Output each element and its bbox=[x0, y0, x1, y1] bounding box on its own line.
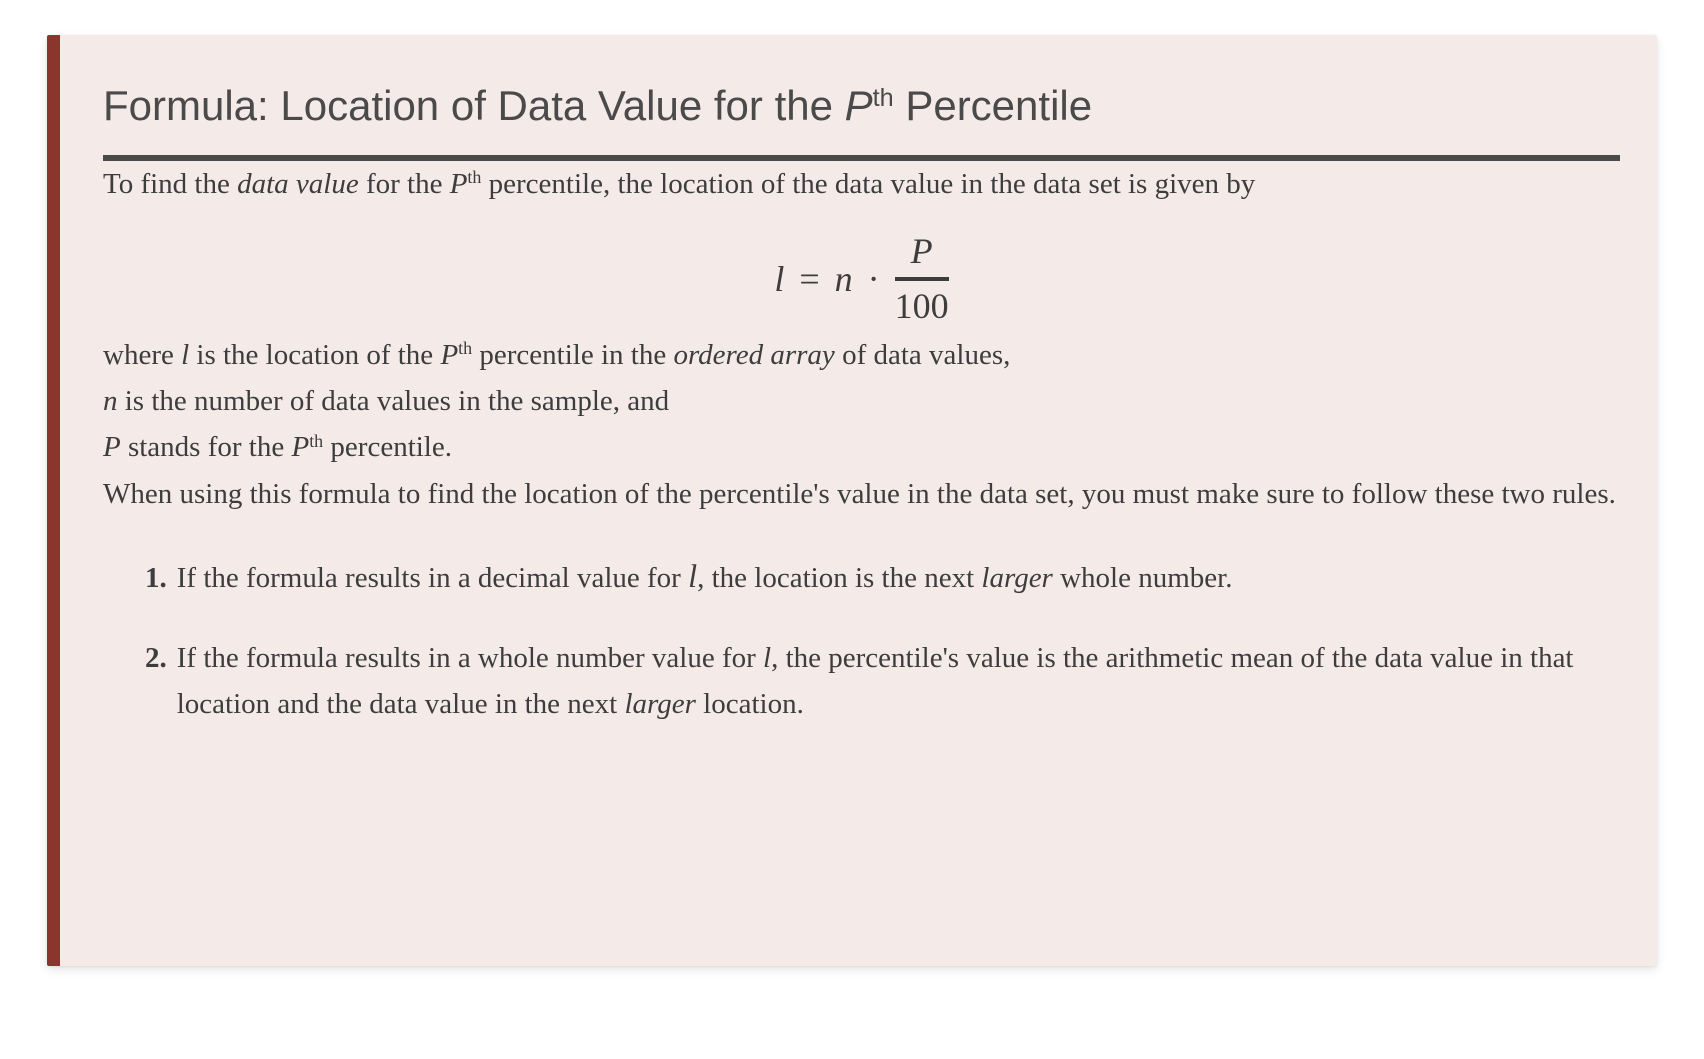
title-text-suffix: Percentile bbox=[893, 82, 1093, 129]
rule-2-number: 2. bbox=[145, 641, 167, 674]
where-l-paragraph bbox=[103, 332, 1620, 378]
where-variable-p: P bbox=[440, 338, 459, 371]
title-variable-p: P bbox=[844, 82, 873, 129]
where-variable-l: l bbox=[181, 338, 190, 371]
rule-1-number: 1. bbox=[145, 562, 167, 595]
formula-equals-sign: = bbox=[799, 259, 820, 300]
formula-variable-l: l bbox=[774, 259, 785, 300]
page-title bbox=[103, 80, 1620, 133]
intro-text: percentile, the location of the data value in the data set is given by bbox=[481, 167, 1256, 200]
p-superscript-th: th bbox=[309, 430, 324, 451]
rule-list-item-2 bbox=[103, 635, 1620, 728]
rule-1-segment: whole number. bbox=[1052, 562, 1233, 595]
rules-intro-paragraph: When using this formula to find the location of the percentile's value in the data set, you must make sure to follow these two rules. bbox=[103, 477, 1616, 510]
intro-superscript-th: th bbox=[467, 166, 482, 187]
where-text: is the location of the bbox=[189, 338, 441, 371]
rule-1-text bbox=[177, 555, 1233, 601]
p-variable: P bbox=[103, 431, 121, 464]
rule-2-segment: , the percentile's value is the arithmetic mean of the data value in that location and the data value in the next bbox=[176, 641, 1574, 721]
title-text: Formula: Location of Data Value for the bbox=[103, 82, 845, 129]
where-text: percentile in the bbox=[472, 338, 674, 371]
where-text: of data values, bbox=[834, 338, 1011, 371]
rule-1-segment: If the formula results in a decimal value for bbox=[176, 562, 689, 595]
intro-variable-p: P bbox=[449, 167, 468, 200]
rule-1-segment: , the location is the next bbox=[697, 562, 982, 595]
n-definition-paragraph bbox=[103, 378, 1620, 424]
intro-emphasis-data-value: data value bbox=[237, 167, 359, 200]
where-emphasis-ordered-array: ordered array bbox=[673, 338, 835, 371]
title-superscript-th: th bbox=[872, 84, 894, 113]
rule-list-item-1 bbox=[103, 555, 1620, 601]
where-superscript-th: th bbox=[458, 337, 473, 358]
formula-multiplication-dot: · bbox=[867, 259, 880, 300]
rule-1-emphasis-larger: larger bbox=[981, 562, 1053, 595]
rule-2-text bbox=[177, 635, 1620, 728]
n-text: is the number of data values in the sample, and bbox=[117, 385, 670, 418]
n-variable: n bbox=[103, 385, 118, 418]
p-definition-paragraph bbox=[103, 424, 1620, 470]
intro-text: for the bbox=[358, 167, 450, 200]
intro-paragraph bbox=[103, 161, 1620, 207]
rule-1-variable-l: l bbox=[688, 559, 698, 596]
formula-fraction bbox=[895, 231, 949, 328]
rule-2-emphasis-larger: larger bbox=[624, 688, 696, 721]
p-text: stands for the bbox=[120, 431, 292, 464]
rule-2-segment: If the formula results in a whole number value for bbox=[176, 641, 764, 674]
rule-2-segment: location. bbox=[695, 688, 804, 721]
formula-fraction-denominator: 100 bbox=[894, 286, 949, 327]
where-text: where bbox=[103, 338, 182, 371]
formula-fraction-numerator: P bbox=[895, 231, 949, 281]
percentile-location-formula bbox=[103, 231, 1620, 328]
p-variable-second: P bbox=[291, 431, 310, 464]
formula-definition-box bbox=[47, 35, 1657, 966]
p-text-suffix: percentile. bbox=[323, 431, 452, 464]
intro-text: To find the bbox=[103, 167, 238, 200]
rule-2-variable-l: l bbox=[763, 641, 772, 674]
formula-variable-n: n bbox=[834, 259, 853, 300]
